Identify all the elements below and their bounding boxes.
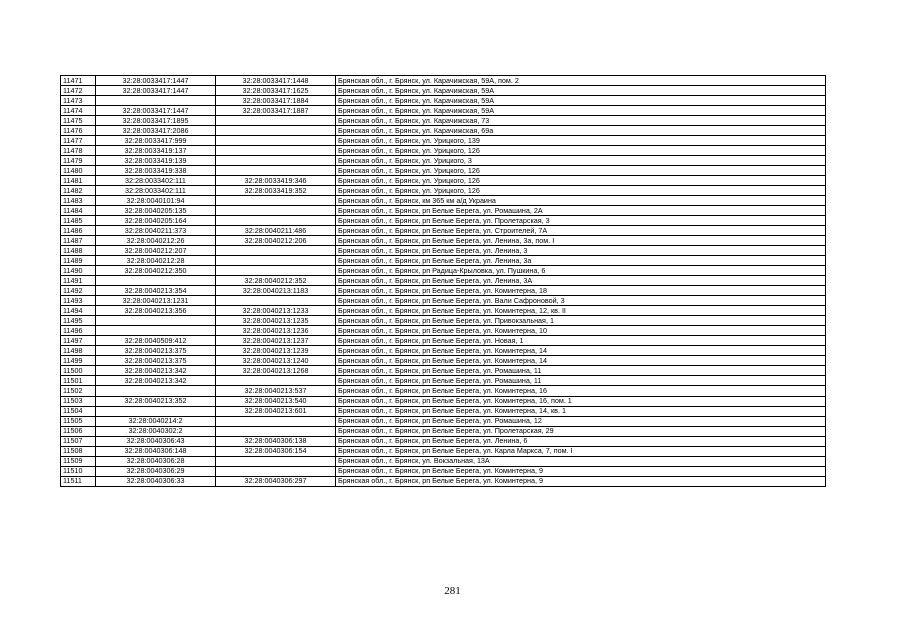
parcel-number-cell: 32:28:0040212:350 [96, 266, 216, 276]
parcel-number-cell [96, 96, 216, 106]
address-cell: Брянская обл., г. Брянск, рп Белые Берега, ул. Коминтерна, 10 [336, 326, 826, 336]
row-number-cell: 11505 [61, 416, 96, 426]
table-row [61, 366, 826, 376]
parcel-number-cell: 32:28:0040205:135 [96, 206, 216, 216]
table-row [61, 96, 826, 106]
address-cell: Брянская обл., г. Брянск, ул. Карачижская, 73 [336, 116, 826, 126]
registry-table [60, 75, 826, 487]
row-number-cell: 11496 [61, 326, 96, 336]
table-row [61, 476, 826, 486]
object-number-cell: 32:28:0033417:1625 [216, 86, 336, 96]
address-cell: Брянская обл., г. Брянск, ул. Урицкого, 126 [336, 146, 826, 156]
object-number-cell [216, 206, 336, 216]
parcel-number-cell: 32:28:0040213:375 [96, 346, 216, 356]
object-number-cell [216, 196, 336, 206]
object-number-cell: 32:28:0033419:352 [216, 186, 336, 196]
table-row [61, 226, 826, 236]
address-cell: Брянская обл., г. Брянск, рп Белые Берега, ул. Ромашина, 11 [336, 366, 826, 376]
object-number-cell: 32:28:0040211:486 [216, 226, 336, 236]
parcel-number-cell: 32:28:0033417:1895 [96, 116, 216, 126]
address-cell: Брянская обл., г. Брянск, рп Белые Берега, ул. Коминтерна, 9 [336, 466, 826, 476]
parcel-number-cell: 32:28:0033419:137 [96, 146, 216, 156]
row-number-cell: 11506 [61, 426, 96, 436]
row-number-cell: 11474 [61, 106, 96, 116]
row-number-cell: 11472 [61, 86, 96, 96]
table-row [61, 236, 826, 246]
object-number-cell [216, 146, 336, 156]
object-number-cell: 32:28:0033417:1448 [216, 76, 336, 86]
parcel-number-cell: 32:28:0033419:139 [96, 156, 216, 166]
table-row [61, 346, 826, 356]
address-cell: Брянская обл., г. Брянск, ул. Карачижская, 59А, пом. 2 [336, 76, 826, 86]
row-number-cell: 11499 [61, 356, 96, 366]
object-number-cell [216, 126, 336, 136]
row-number-cell: 11498 [61, 346, 96, 356]
parcel-number-cell: 32:28:0040212:28 [96, 256, 216, 266]
parcel-number-cell: 32:28:0040306:33 [96, 476, 216, 486]
row-number-cell: 11479 [61, 156, 96, 166]
parcel-number-cell: 32:28:0040213:375 [96, 356, 216, 366]
object-number-cell: 32:28:0040212:352 [216, 276, 336, 286]
parcel-number-cell: 32:28:0040214:2 [96, 416, 216, 426]
row-number-cell: 11477 [61, 136, 96, 146]
address-cell: Брянская обл., г. Брянск, ул. Урицкого, 126 [336, 166, 826, 176]
row-number-cell: 11486 [61, 226, 96, 236]
row-number-cell: 11508 [61, 446, 96, 456]
parcel-number-cell [96, 406, 216, 416]
object-number-cell: 32:28:0040212:206 [216, 236, 336, 246]
object-number-cell: 32:28:0040213:540 [216, 396, 336, 406]
row-number-cell: 11497 [61, 336, 96, 346]
address-cell: Брянская обл., г. Брянск, рп Белые Берега, ул. Ромашина, 2А [336, 206, 826, 216]
address-cell: Брянская обл., г. Брянск, рп Белые Берега, ул. Ленина, 6 [336, 436, 826, 446]
table-row [61, 136, 826, 146]
address-cell: Брянская обл., г. Брянск, рп Белые Берега, ул. Ромашина, 12 [336, 416, 826, 426]
parcel-number-cell: 32:28:0040213:342 [96, 376, 216, 386]
row-number-cell: 11476 [61, 126, 96, 136]
address-cell: Брянская обл., г. Брянск, рп Белые Берега, ул. Коминтерна, 14 [336, 356, 826, 366]
address-cell: Брянская обл., г. Брянск, рп Белые Берега, ул. Пролетарская, 29 [336, 426, 826, 436]
table-row [61, 156, 826, 166]
address-cell: Брянская обл., г. Брянск, рп Белые Берега, ул. Вали Сафроновой, 3 [336, 296, 826, 306]
address-cell: Брянская обл., г. Брянск, рп Белые Берега, ул. Коминтерна, 12, кв. II [336, 306, 826, 316]
address-cell: Брянская обл., г. Брянск, рп Белые Берега, ул. Новая, 1 [336, 336, 826, 346]
parcel-number-cell: 32:28:0040306:148 [96, 446, 216, 456]
parcel-number-cell: 32:28:0040101:94 [96, 196, 216, 206]
row-number-cell: 11471 [61, 76, 96, 86]
table-row [61, 446, 826, 456]
row-number-cell: 11490 [61, 266, 96, 276]
object-number-cell: 32:28:0040213:1237 [216, 336, 336, 346]
row-number-cell: 11494 [61, 306, 96, 316]
parcel-number-cell: 32:28:0040213:356 [96, 306, 216, 316]
row-number-cell: 11492 [61, 286, 96, 296]
table-row [61, 206, 826, 216]
object-number-cell [216, 426, 336, 436]
object-number-cell: 32:28:0040213:1183 [216, 286, 336, 296]
address-cell: Брянская обл., г. Брянск, рп Белые Берега, ул. Ленина, 3а, пом. I [336, 236, 826, 246]
object-number-cell: 32:28:0040213:1236 [216, 326, 336, 336]
address-cell: Брянская обл., г. Брянск, рп Белые Берега, ул. Карла Маркса, 7, пом. I [336, 446, 826, 456]
address-cell: Брянская обл., г. Брянск, рп Белые Берега, ул. Ленина, 3А [336, 276, 826, 286]
row-number-cell: 11500 [61, 366, 96, 376]
row-number-cell: 11495 [61, 316, 96, 326]
table-row [61, 186, 826, 196]
object-number-cell: 32:28:0033417:1887 [216, 106, 336, 116]
parcel-number-cell: 32:28:0040306:43 [96, 436, 216, 446]
address-cell: Брянская обл., г. Брянск, ул. Урицкого, 126 [336, 186, 826, 196]
row-number-cell: 11491 [61, 276, 96, 286]
table-row [61, 196, 826, 206]
object-number-cell [216, 136, 336, 146]
parcel-number-cell: 32:28:0040205:164 [96, 216, 216, 226]
object-number-cell: 32:28:0040306:138 [216, 436, 336, 446]
object-number-cell: 32:28:0040306:154 [216, 446, 336, 456]
table-row [61, 386, 826, 396]
parcel-number-cell [96, 326, 216, 336]
table-row [61, 256, 826, 266]
address-cell: Брянская обл., г. Брянск, ул. Карачижская, 59А [336, 86, 826, 96]
parcel-number-cell: 32:28:0033417:1447 [96, 86, 216, 96]
table-row [61, 326, 826, 336]
address-cell: Брянская обл., г. Брянск, ул. Карачижская, 59А [336, 96, 826, 106]
object-number-cell [216, 166, 336, 176]
address-cell: Брянская обл., г. Брянск, ул. Карачижская, 69а [336, 126, 826, 136]
row-number-cell: 11507 [61, 436, 96, 446]
row-number-cell: 11509 [61, 456, 96, 466]
object-number-cell [216, 296, 336, 306]
table-row [61, 276, 826, 286]
parcel-number-cell: 32:28:0033417:1447 [96, 76, 216, 86]
row-number-cell: 11481 [61, 176, 96, 186]
object-number-cell: 32:28:0040213:1268 [216, 366, 336, 376]
parcel-number-cell: 32:28:0040213:1231 [96, 296, 216, 306]
registry-table-body [61, 76, 826, 487]
object-number-cell: 32:28:0040213:537 [216, 386, 336, 396]
table-row [61, 286, 826, 296]
object-number-cell [216, 116, 336, 126]
row-number-cell: 11503 [61, 396, 96, 406]
address-cell: Брянская обл., г. Брянск, ул. Урицкого, 3 [336, 156, 826, 166]
object-number-cell: 32:28:0040306:297 [216, 476, 336, 486]
table-row [61, 456, 826, 466]
object-number-cell [216, 456, 336, 466]
parcel-number-cell: 32:28:0040212:26 [96, 236, 216, 246]
address-cell: Брянская обл., г. Брянск, ул. Урицкого, 126 [336, 176, 826, 186]
row-number-cell: 11511 [61, 476, 96, 486]
parcel-number-cell: 32:28:0040213:354 [96, 286, 216, 296]
address-cell: Брянская обл., г. Брянск, рп Белые Берега, ул. Ленина, 3 [336, 246, 826, 256]
row-number-cell: 11485 [61, 216, 96, 226]
table-row [61, 296, 826, 306]
table-row [61, 356, 826, 366]
address-cell: Брянская обл., г. Брянск, рп Белые Берега, ул. Ленина, 3а [336, 256, 826, 266]
object-number-cell: 32:28:0033417:1884 [216, 96, 336, 106]
address-cell: Брянская обл., г. Брянск, рп Белые Берега, ул. Пролетарская, 3 [336, 216, 826, 226]
parcel-number-cell: 32:28:0040212:207 [96, 246, 216, 256]
table-row [61, 466, 826, 476]
address-cell: Брянская обл., г. Брянск, рп Белые Берега, ул. Коминтерна, 16, пом. 1 [336, 396, 826, 406]
table-row [61, 306, 826, 316]
table-row [61, 166, 826, 176]
object-number-cell [216, 216, 336, 226]
object-number-cell: 32:28:0040213:1235 [216, 316, 336, 326]
table-row [61, 216, 826, 226]
address-cell: Брянская обл., г. Брянск, рп Белые Берега, ул. Ромашина, 11 [336, 376, 826, 386]
row-number-cell: 11493 [61, 296, 96, 306]
row-number-cell: 11504 [61, 406, 96, 416]
address-cell: Брянская обл., г. Брянск, рп Белые Берега, ул. Привокзальная, 1 [336, 316, 826, 326]
row-number-cell: 11473 [61, 96, 96, 106]
table-row [61, 406, 826, 416]
row-number-cell: 11478 [61, 146, 96, 156]
row-number-cell: 11483 [61, 196, 96, 206]
table-row [61, 76, 826, 86]
parcel-number-cell: 32:28:0040211:373 [96, 226, 216, 236]
table-row [61, 436, 826, 446]
table-row [61, 266, 826, 276]
parcel-number-cell: 32:28:0040306:28 [96, 456, 216, 466]
table-row [61, 86, 826, 96]
address-cell: Брянская обл., г. Брянск, км 365 км а/д Украина [336, 196, 826, 206]
address-cell: Брянская обл., г. Брянск, ул. Вокзальная, 13А [336, 456, 826, 466]
address-cell: Брянская обл., г. Брянск, рп Белые Берега, ул. Коминтерна, 14 [336, 346, 826, 356]
object-number-cell [216, 416, 336, 426]
address-cell: Брянская обл., г. Брянск, ул. Карачижская, 59А [336, 106, 826, 116]
parcel-number-cell: 32:28:0033417:2086 [96, 126, 216, 136]
table-row [61, 116, 826, 126]
parcel-number-cell: 32:28:0033419:338 [96, 166, 216, 176]
table-row [61, 146, 826, 156]
object-number-cell [216, 376, 336, 386]
table-row [61, 316, 826, 326]
object-number-cell [216, 156, 336, 166]
table-row [61, 106, 826, 116]
page-number: 281 [444, 585, 461, 597]
address-cell: Брянская обл., г. Брянск, рп Белые Берега, ул. Коминтерна, 16 [336, 386, 826, 396]
address-cell: Брянская обл., г. Брянск, рп Белые Берега, ул. Коминтерна, 14, кв. 1 [336, 406, 826, 416]
table-row [61, 416, 826, 426]
row-number-cell: 11502 [61, 386, 96, 396]
parcel-number-cell: 32:28:0040509:412 [96, 336, 216, 346]
table-row [61, 126, 826, 136]
address-cell: Брянская обл., г. Брянск, ул. Урицкого, 139 [336, 136, 826, 146]
object-number-cell: 32:28:0040213:1233 [216, 306, 336, 316]
object-number-cell [216, 246, 336, 256]
address-cell: Брянская обл., г. Брянск, рп Радица-Крыловка, ул. Пушкина, 6 [336, 266, 826, 276]
parcel-number-cell: 32:28:0040213:342 [96, 366, 216, 376]
row-number-cell: 11482 [61, 186, 96, 196]
parcel-number-cell [96, 386, 216, 396]
table-row [61, 376, 826, 386]
row-number-cell: 11489 [61, 256, 96, 266]
row-number-cell: 11501 [61, 376, 96, 386]
row-number-cell: 11480 [61, 166, 96, 176]
row-number-cell: 11475 [61, 116, 96, 126]
table-row [61, 426, 826, 436]
row-number-cell: 11484 [61, 206, 96, 216]
object-number-cell: 32:28:0033419:346 [216, 176, 336, 186]
parcel-number-cell [96, 316, 216, 326]
row-number-cell: 11487 [61, 236, 96, 246]
object-number-cell [216, 266, 336, 276]
table-row [61, 246, 826, 256]
address-cell: Брянская обл., г. Брянск, рп Белые Берега, ул. Коминтерна, 9 [336, 476, 826, 486]
row-number-cell: 11488 [61, 246, 96, 256]
parcel-number-cell: 32:28:0040213:352 [96, 396, 216, 406]
table-row [61, 396, 826, 406]
parcel-number-cell [96, 276, 216, 286]
address-cell: Брянская обл., г. Брянск, рп Белые Берега, ул. Коминтерна, 18 [336, 286, 826, 296]
object-number-cell [216, 466, 336, 476]
parcel-number-cell: 32:28:0040306:29 [96, 466, 216, 476]
address-cell: Брянская обл., г. Брянск, рп Белые Берега, ул. Строителей, 7А [336, 226, 826, 236]
row-number-cell: 11510 [61, 466, 96, 476]
parcel-number-cell: 32:28:0033417:1447 [96, 106, 216, 116]
parcel-number-cell: 32:28:0033402:111 [96, 186, 216, 196]
table-row [61, 176, 826, 186]
object-number-cell: 32:28:0040213:601 [216, 406, 336, 416]
parcel-number-cell: 32:28:0033402:111 [96, 176, 216, 186]
parcel-number-cell: 32:28:0040302:2 [96, 426, 216, 436]
object-number-cell: 32:28:0040213:1240 [216, 356, 336, 366]
table-row [61, 336, 826, 346]
object-number-cell: 32:28:0040213:1239 [216, 346, 336, 356]
object-number-cell [216, 256, 336, 266]
parcel-number-cell: 32:28:0033417:999 [96, 136, 216, 146]
